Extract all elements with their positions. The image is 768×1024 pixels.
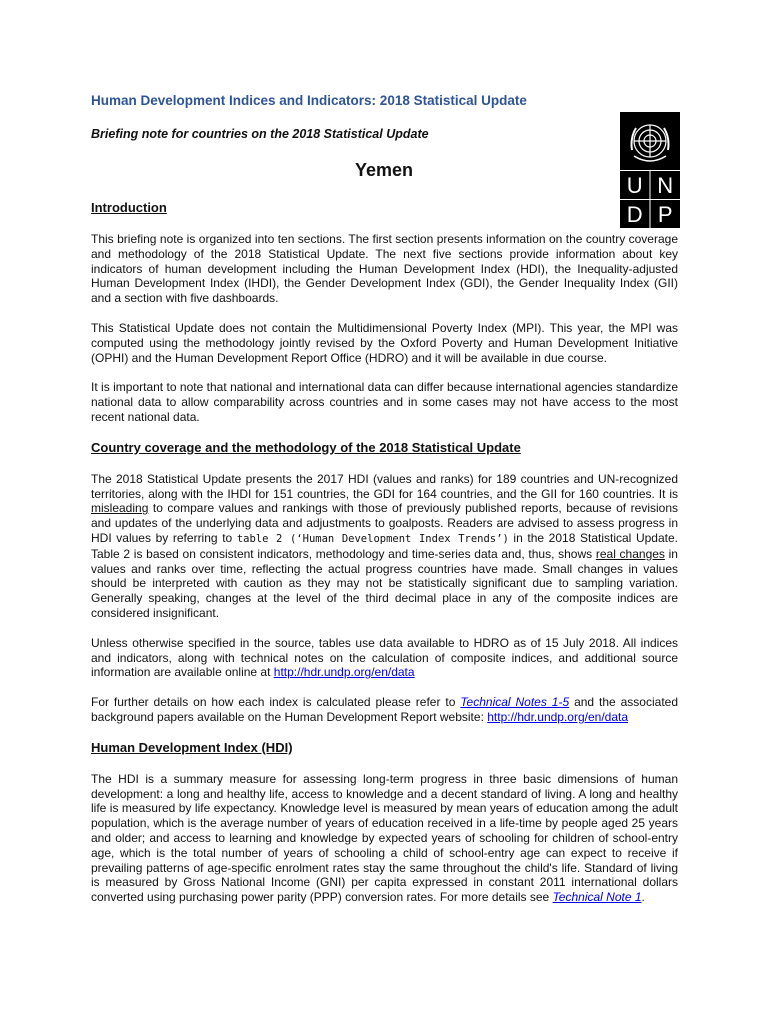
logo-letter-d: D bbox=[626, 202, 643, 227]
document-body bbox=[91, 200, 678, 920]
hdr-data-link-1[interactable]: http://hdr.undp.org/en/data bbox=[273, 665, 415, 680]
intro-paragraph-3: It is important to note that national and international data can differ because international agencies standardize national data to allow comparability across countries and in some cases may not have access to the most recent national data. bbox=[91, 380, 678, 424]
technical-notes-link[interactable]: Technical Notes 1-5 bbox=[460, 695, 570, 710]
table-2-reference: table 2 (‘Human Development Index Trends’) bbox=[236, 532, 509, 545]
coverage-paragraph-2: Unless otherwise specified in the source, tables use data available to HDRO as of 15 July 2018. All indices and indicators, along with technical notes on the calculation of composite indices, and additional source information are available online at http://hdr.undp.org/en/data bbox=[91, 635, 678, 680]
logo-letter-p: P bbox=[657, 202, 673, 227]
logo-letter-u: U bbox=[626, 173, 643, 198]
misleading-underlined: misleading bbox=[91, 501, 149, 516]
logo-letter-n: N bbox=[657, 173, 674, 198]
coverage-paragraph-3: For further details on how each index is calculated please refer to Technical Notes 1-5 and the associated background papers available on the Human Development Report website: http://hdr.undp.org/en/data bbox=[91, 695, 678, 724]
intro-paragraph-1: This briefing note is organized into ten sections. The first section presents information on the country coverage and methodology of the 2018 Statistical Update. The next five sections provide information about key indicators of human development including the Human Development Index (HDI), the Inequality-adjusted Human Development Index (IHDI), the Gender Development Index (GDI), the Gender Inequality Index (GII) and a section with five dashboards. bbox=[91, 232, 678, 306]
real-changes-underlined: real changes bbox=[595, 546, 665, 561]
section-heading-hdi: Human Development Index (HDI) bbox=[91, 739, 293, 755]
hdr-data-link-2[interactable]: http://hdr.undp.org/en/data bbox=[487, 709, 629, 724]
coverage-paragraph-1: The 2018 Statistical Update presents the 2017 HDI (values and ranks) for 189 countries and UN-recognized territories, along with the IHDI for 151 countries, the GDI for 164 countries, and the GII for 160 countries. It is misleading to compare values and rankings with those of previously published reports, because of revisions and updates of the underlying data and adjustments to goalposts. Readers are advised to assess progress in HDI values by referring to table 2 (‘Human Development Index Trends’) in the 2018 Statistical Update. Table 2 is based on consistent indicators, methodology and time-series data and, thus, shows real changes in values and ranks over time, reflecting the actual progress countries have made. Small changes in values should be interpreted with caution as they may not be statistically significant due to sampling variation. Generally speaking, changes at the level of the third decimal place in any of the composite indices are considered insignificant. bbox=[91, 471, 678, 620]
country-name: Yemen bbox=[354, 160, 414, 180]
intro-paragraph-2: This Statistical Update does not contain the Multidimensional Poverty Index (MPI). This year, the MPI was computed using the methodology jointly revised by the Oxford Poverty and Human Development Initiative (OPHI) and the Human Development Report Office (HDRO) and it will be available in due course. bbox=[91, 320, 678, 365]
document-title: Human Development Indices and Indicators: 2018 Statistical Update bbox=[91, 93, 527, 108]
technical-note-1-link[interactable]: Technical Note 1 bbox=[552, 890, 642, 905]
section-heading-coverage: Country coverage and the methodology of the 2018 Statistical Update bbox=[91, 439, 521, 455]
section-heading-introduction: Introduction bbox=[91, 200, 167, 215]
document-subtitle: Briefing note for countries on the 2018 Statistical Update bbox=[91, 127, 429, 141]
hdi-paragraph-1: The HDI is a summary measure for assessing long-term progress in three basic dimensions of human development: a long and healthy life, access to knowledge and a decent standard of living. A long and healthy life is measured by life expectancy. Knowledge level is measured by mean years of education among the adult population, which is the average number of years of education received in a life-time by people aged 25 years and older; and access to learning and knowledge by expected years of schooling for children of school-entry age, which is the total number of years of schooling a child of school-entry age can expect to receive if prevailing patterns of age-specific enrolment rates stay the same throughout the child's life. Standard of living is measured by Gross National Income (GNI) per capita expressed in constant 2011 international dollars converted using purchasing power parity (PPP) conversion rates. For more details see Technical Note 1. bbox=[91, 771, 678, 905]
